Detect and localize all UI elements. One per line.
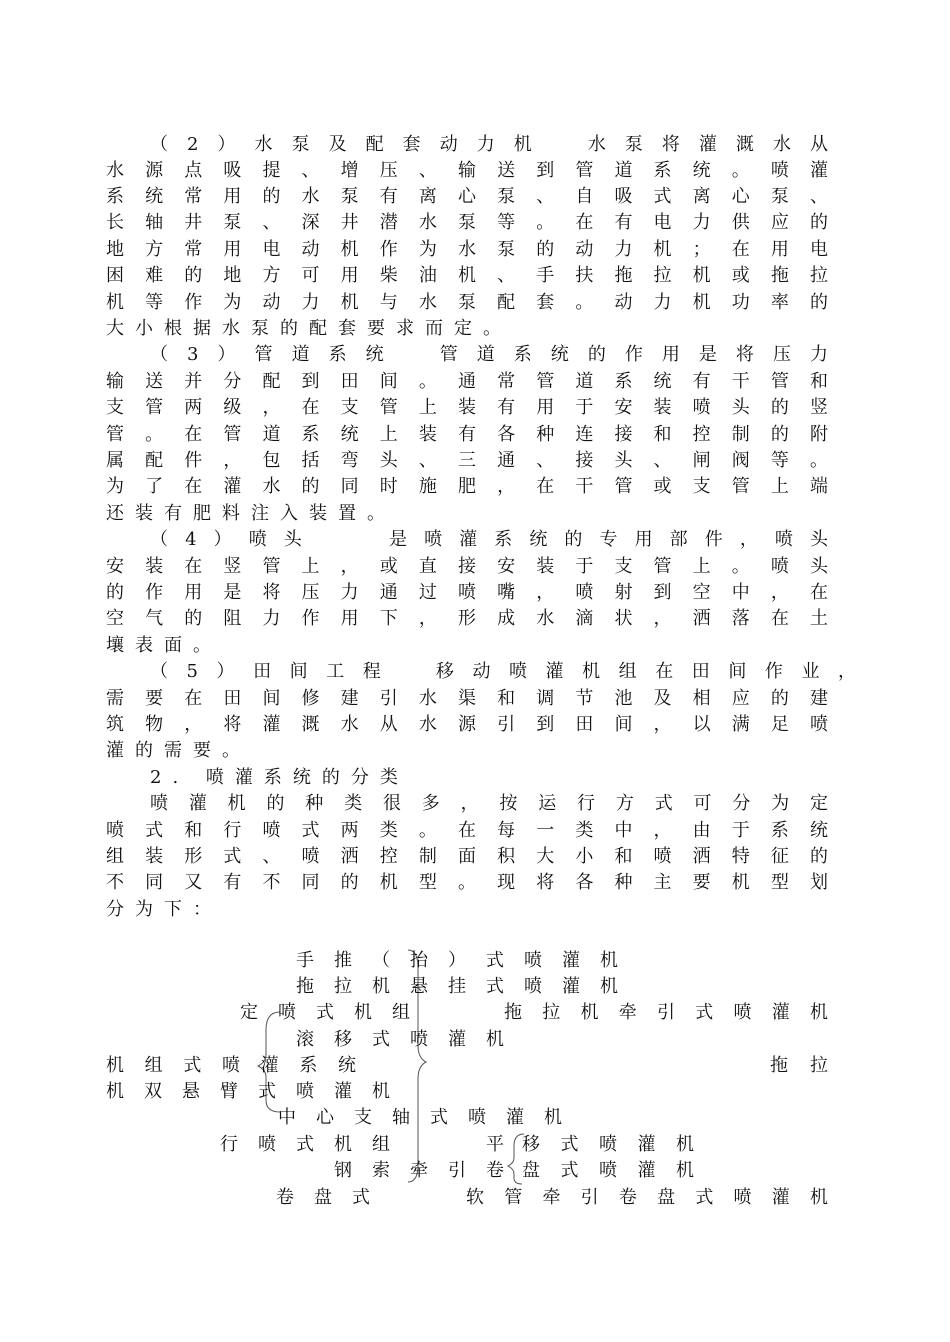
text-line: 支管两级，在支管上装有用于安装喷头的竖 <box>106 397 828 418</box>
section-heading: 2. 喷灌系统的分类 <box>150 767 409 788</box>
text-line: 机等作为动力机与水泵配套。动力机功率的 <box>106 292 828 313</box>
para-pump-line: （2）水泵及配套动力机 水泵将灌溉水从 <box>150 134 828 155</box>
text-line: 空气的阻力作用下，形成水滴状，洒落在土 <box>106 608 828 629</box>
label-travel-unit: 行喷式机组 <box>220 1134 390 1155</box>
text-line: 困难的地方可用柴油机、手扶拖拉机或拖拉 <box>106 265 828 286</box>
item-tractor-tow: 拖拉机牵引式喷灌机 <box>504 1002 828 1023</box>
item-roll-move: 滚移式喷灌机 <box>296 1029 504 1050</box>
text-line: 灌的需要。 <box>106 740 251 761</box>
label-unit-system: 机组式喷灌系统 <box>106 1055 356 1076</box>
text-line: 系统常用的水泵有离心泵、自吸式离心泵、 <box>106 186 828 207</box>
text-line: 为了在灌水的同时施肥，在干管或支管上端 <box>106 476 828 497</box>
text-line: 壤表面。 <box>106 635 222 656</box>
label-reel: 卷盘式 <box>276 1187 370 1208</box>
item-tractor-hang: 拖拉机悬挂式喷灌机 <box>296 976 618 997</box>
text-line: 喷灌机的种类很多，按运行方式可分为定 <box>150 793 828 814</box>
text-line: 不同又有不同的机型。现将各种主要机型划 <box>106 872 828 893</box>
item-parallel-prefix: 平 <box>486 1134 515 1155</box>
para-nozzle-line: （4）喷头 是喷灌系统的专用部件，喷头 <box>150 529 828 550</box>
label-cable: 钢索牵引卷 <box>334 1160 504 1181</box>
item-tractor-fragment: 拖拉 <box>770 1055 828 1076</box>
text-line: 地方常用电动机作为水泵的动力机；在用电 <box>106 239 828 260</box>
item-hose-reel: 软管牵引卷盘式喷灌机 <box>466 1187 828 1208</box>
item-cable-reel: 盘式喷灌机 <box>522 1160 694 1181</box>
text-line: 的作用是将压力通过喷嘴，喷射到空中，在 <box>106 582 828 603</box>
text-line: 还装有肥料注入装置。 <box>106 503 396 524</box>
text-line: 需要在田间修建引水渠和调节池及相应的建 <box>106 688 828 709</box>
para-field-line: （5）田间工程 移动喷灌机组在田间作业， <box>150 661 856 682</box>
text-line: 水源点吸提、增压、输送到管道系统。喷灌 <box>106 160 828 181</box>
para-pipe-line: （3）管道系统 管道系统的作用是将压力 <box>150 344 828 365</box>
item-dual-cantilever: 机双悬臂式喷灌机 <box>106 1081 390 1102</box>
text-line: 分为下： <box>106 899 222 920</box>
label-fixed-unit: 定喷式机组 <box>240 1002 410 1023</box>
text-line: 喷式和行喷式两类。在每一类中，由于系统 <box>106 820 828 841</box>
text-line: 大小根据水泵的配套要求而定。 <box>106 318 512 339</box>
item-parallel-move: 移式喷灌机 <box>522 1134 694 1155</box>
text-line: 组装形式、喷洒控制面积大小和喷洒特征的 <box>106 846 828 867</box>
text-line: 输送并分配到田间。通常管道系统有干管和 <box>106 371 828 392</box>
text-line: 筑物，将灌溉水从水源引到田间，以满足喷 <box>106 714 828 735</box>
item-hand-push: 手推（抬）式喷灌机 <box>296 950 618 971</box>
text-line: 长轴井泵、深井潜水泵等。在有电力供应的 <box>106 212 828 233</box>
text-line: 属配件，包括弯头、三通、接头、闸阀等。 <box>106 450 828 471</box>
item-center-pivot: 中心支轴式喷灌机 <box>278 1107 562 1128</box>
text-line: 安装在竖管上，或直接安装于支管上。喷头 <box>106 556 828 577</box>
text-line: 管。在管道系统上装有各种连接和控制的附 <box>106 424 828 445</box>
